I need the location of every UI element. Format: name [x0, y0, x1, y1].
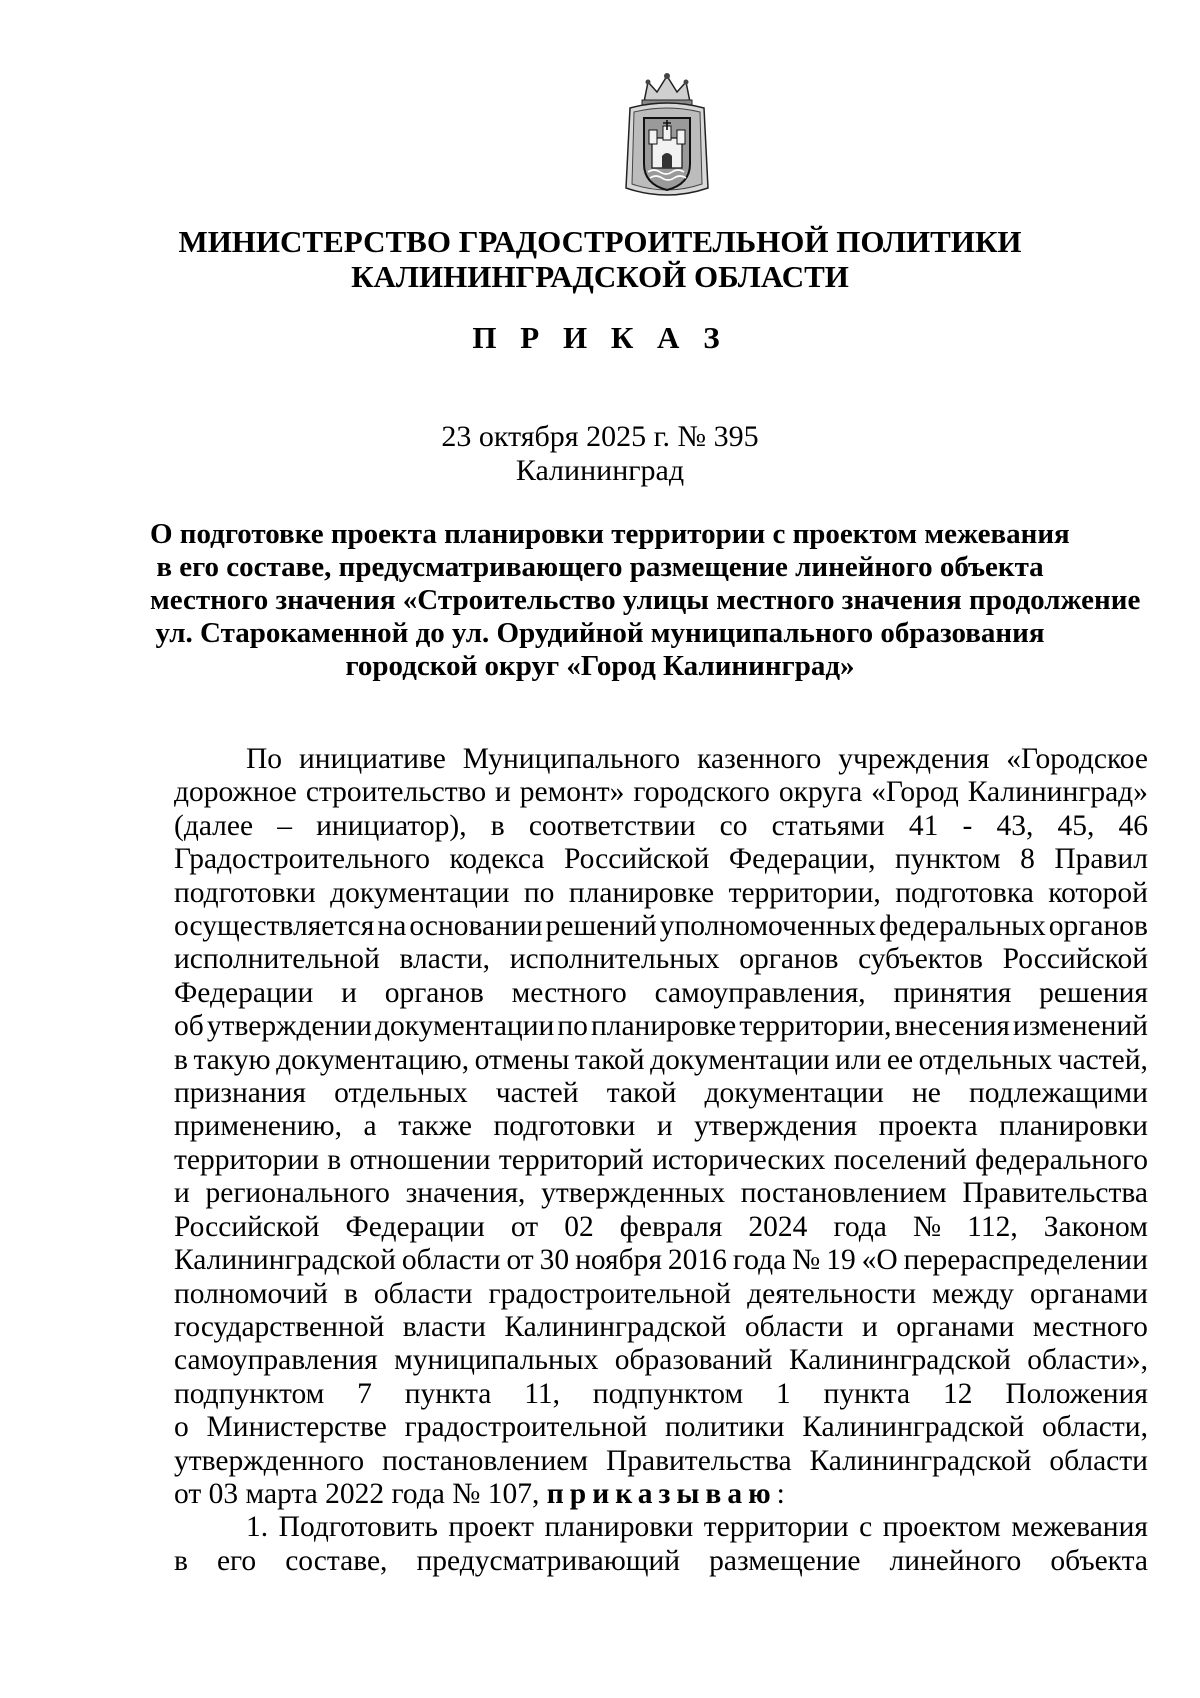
word: территории, — [739, 1010, 892, 1043]
word: от — [506, 1244, 534, 1277]
word: 8 — [1020, 843, 1035, 876]
word: а — [363, 1110, 377, 1143]
city-name: Калининград — [515, 454, 685, 487]
word: Калининградской — [788, 1344, 1011, 1377]
word: градостроительной — [488, 1277, 732, 1310]
word: государственной — [174, 1310, 385, 1343]
text-line — [174, 1144, 1148, 1177]
ministry-name-line-1: МИНИСТЕРСТВО ГРАДОСТРОИТЕЛЬНОЙ ПОЛИТИКИ — [178, 224, 1022, 259]
word: местного — [511, 976, 627, 1009]
word: и — [174, 1177, 190, 1210]
text-line — [174, 1311, 1148, 1344]
word: Правил — [1054, 843, 1148, 876]
word: 30 — [539, 1244, 570, 1277]
word: документации — [374, 1010, 555, 1043]
word: муниципальных — [394, 1344, 599, 1377]
word: Положения — [1005, 1377, 1148, 1410]
word: составе, — [285, 1544, 388, 1577]
word: По — [246, 743, 283, 775]
word: области — [744, 1310, 844, 1343]
text-line — [174, 943, 1148, 976]
text-line — [174, 910, 1148, 943]
word: территорий — [498, 1143, 644, 1176]
word: № — [912, 1210, 942, 1243]
word: деятельности — [747, 1277, 916, 1310]
word: Российской — [563, 843, 710, 876]
word: территории — [703, 1511, 849, 1544]
text-line — [174, 1511, 1148, 1544]
word: пункта — [404, 1377, 492, 1410]
word: Подготовить — [278, 1511, 438, 1544]
word: 43, — [996, 809, 1034, 842]
word: решений — [545, 910, 657, 943]
word: решения — [1039, 976, 1148, 1009]
word: на — [377, 910, 407, 943]
word: исполнительных — [509, 943, 720, 976]
word: соответствии — [528, 809, 696, 842]
word: межевания — [1011, 1511, 1148, 1544]
word: 02 — [564, 1210, 594, 1243]
word: документации — [650, 1043, 830, 1076]
word: в — [327, 1143, 342, 1176]
text-line — [174, 776, 1148, 809]
word: инициативе — [299, 743, 446, 775]
preamble-last-text: от 03 марта 2022 года № 107, — [174, 1477, 547, 1510]
word: области, — [1041, 1411, 1148, 1444]
word: от — [510, 1210, 539, 1243]
word: городского — [633, 776, 770, 809]
word: утвержденных — [541, 1177, 725, 1210]
word: со — [719, 809, 748, 842]
word: и — [495, 776, 511, 809]
word: подпунктом — [174, 1377, 325, 1410]
word: № — [792, 1244, 821, 1277]
word: кодекса — [449, 843, 545, 876]
word: утверждения — [694, 1110, 858, 1143]
word: перераспределении — [903, 1244, 1148, 1277]
text-line — [174, 1077, 1148, 1110]
word: февраля — [619, 1210, 723, 1243]
order-body-text — [174, 743, 1148, 1578]
word: подготовка — [895, 876, 1034, 909]
word: размещение — [709, 1544, 861, 1577]
word: учреждения — [838, 743, 990, 775]
word: исполнительной — [174, 943, 380, 976]
word: образований — [614, 1344, 773, 1377]
word: и — [861, 1310, 878, 1343]
word: самоуправления — [174, 1344, 378, 1377]
word: исторических — [652, 1143, 826, 1176]
word: принятия — [893, 976, 1012, 1009]
word: области — [401, 1244, 501, 1277]
text-line — [174, 810, 1148, 843]
word: Муниципального — [462, 743, 681, 775]
word: в — [490, 809, 505, 842]
word: 7 — [357, 1377, 372, 1410]
word: органами — [1029, 1277, 1148, 1310]
order-keyword-colon: : — [776, 1477, 785, 1510]
subject-line: О подготовке проекта планировки территории с проектом межевания — [150, 518, 1070, 550]
text-line — [174, 1044, 1148, 1077]
text-line — [174, 1344, 1148, 1377]
word: 2016 — [667, 1244, 727, 1277]
word: отношении — [349, 1143, 491, 1176]
word: уполномоченных — [659, 910, 877, 943]
text-line — [174, 843, 1148, 876]
word: органов — [384, 976, 484, 1009]
word: утвержденного — [174, 1444, 365, 1477]
word: года — [833, 1210, 887, 1243]
word: 45, — [1057, 809, 1095, 842]
text-line — [174, 1378, 1148, 1411]
subject-line: ул. Старокаменной до ул. Орудийной муниципального образования — [155, 617, 1045, 649]
word: полномочий — [174, 1277, 328, 1310]
word: также — [398, 1110, 472, 1143]
word: «Город — [871, 776, 959, 809]
word: казенного — [697, 743, 822, 775]
word: территории — [174, 1143, 319, 1176]
word: и — [656, 1110, 673, 1143]
word: территории, — [728, 876, 881, 909]
word: проект — [448, 1511, 534, 1544]
word: 1 — [775, 1377, 791, 1410]
word: градостроительной — [404, 1411, 648, 1444]
word: предусматривающий — [416, 1544, 681, 1577]
word: дорожное — [174, 776, 297, 809]
word: местного — [1032, 1310, 1148, 1343]
word: 46 — [1118, 809, 1148, 842]
text-line — [174, 1445, 1148, 1478]
word: области», — [1027, 1344, 1148, 1377]
word: и — [341, 976, 357, 1009]
word: 41 — [908, 809, 939, 842]
word: – — [277, 809, 292, 842]
word: Калининград» — [967, 776, 1148, 809]
word: о — [174, 1411, 189, 1444]
word: власти — [402, 1310, 486, 1343]
text-line — [174, 1244, 1148, 1277]
word: в — [343, 1277, 358, 1310]
word: строительство — [305, 776, 487, 809]
word: применению, — [174, 1110, 342, 1143]
word: 112, — [967, 1210, 1018, 1243]
word: подпунктом — [592, 1377, 744, 1410]
word: подлежащими — [968, 1077, 1148, 1110]
word: области — [373, 1277, 473, 1310]
word: (далее — [174, 809, 254, 842]
word: с — [859, 1511, 873, 1544]
word: 2024 — [748, 1210, 808, 1243]
word: изменений — [1012, 1010, 1148, 1043]
word: документации — [330, 876, 510, 909]
word: Законом — [1043, 1210, 1148, 1243]
text-line — [174, 1545, 1148, 1578]
preamble-last-line — [174, 1478, 1148, 1511]
word: утверждении — [206, 1010, 372, 1043]
text-line — [174, 877, 1148, 910]
word: основании — [409, 910, 543, 943]
word: власти, — [399, 943, 491, 976]
word: Калининградской — [504, 1310, 727, 1343]
word: внесения — [894, 1010, 1010, 1043]
word: федеральных — [879, 910, 1046, 943]
word: его — [216, 1544, 257, 1577]
word: Российской — [174, 1210, 320, 1243]
word: самоуправления, — [654, 976, 866, 1009]
order-subject-title — [150, 518, 1141, 683]
word: проекта — [878, 1110, 978, 1143]
word: области — [1049, 1444, 1148, 1477]
word: Калининградской — [174, 1244, 396, 1277]
word: такую — [193, 1043, 271, 1076]
word: 1. — [246, 1511, 269, 1544]
word: 11, — [524, 1377, 560, 1410]
subject-line: местного значения «Строительство улицы местного значения продолжение — [150, 584, 1141, 616]
word: документации — [704, 1077, 884, 1110]
word: документацию, — [276, 1043, 470, 1076]
ministry-name-line-2: КАЛИНИНГРАДСКОЙ ОБЛАСТИ — [351, 259, 849, 294]
text-line — [174, 1110, 1148, 1143]
word: подготовки — [493, 1110, 636, 1143]
word: 12 — [942, 1377, 973, 1410]
text-line — [174, 1211, 1148, 1244]
subject-line: в его составе, предусматривающего размещение линейного объекта — [156, 551, 1044, 583]
word: органов — [739, 943, 839, 976]
word: подготовки — [174, 876, 316, 909]
word: статьями — [771, 809, 885, 842]
word: Министерстве — [206, 1411, 387, 1444]
text-line — [174, 1411, 1148, 1444]
word: такой — [606, 1077, 677, 1110]
word: Федерации — [345, 1210, 485, 1243]
word: федерального — [975, 1143, 1148, 1176]
word: ноября — [575, 1244, 662, 1277]
word: или — [835, 1043, 882, 1076]
preamble-paragraph — [174, 743, 1148, 1478]
text-line — [174, 743, 1148, 776]
word: по — [557, 1010, 588, 1043]
date-and-number: 23 октября 2025 г. № 395 — [441, 420, 759, 453]
word: в — [174, 1043, 188, 1076]
word: значения, — [405, 1177, 526, 1210]
word: регионального — [205, 1177, 390, 1210]
word: отмены — [474, 1043, 570, 1076]
word: Калининградской — [809, 1444, 1032, 1477]
word: не — [911, 1077, 941, 1110]
word: постановлением — [382, 1444, 589, 1477]
word: - — [962, 809, 973, 842]
document-type-heading: П Р И К А З — [472, 320, 728, 355]
word: планировки — [544, 1511, 694, 1544]
word: пункта — [823, 1377, 911, 1410]
word: осуществляется — [174, 910, 375, 943]
word: субъектов — [858, 943, 983, 976]
word: органами — [896, 1310, 1015, 1343]
word: планировке — [568, 876, 715, 909]
word: Федерации, — [728, 843, 876, 876]
word: Калининградской — [802, 1411, 1025, 1444]
word: политики — [664, 1411, 785, 1444]
text-line — [174, 1177, 1148, 1210]
word: планировки — [999, 1110, 1148, 1143]
word: Российской — [1002, 943, 1148, 976]
word: частей, — [1057, 1043, 1148, 1076]
word: отдельных — [334, 1077, 468, 1110]
word: пунктом — [895, 843, 1001, 876]
word: ремонт» — [519, 776, 625, 809]
text-line — [174, 977, 1148, 1010]
word: Правительства — [962, 1177, 1148, 1210]
word: года — [732, 1244, 787, 1277]
word: Градостроительного — [174, 843, 430, 876]
word: инициатор), — [316, 809, 467, 842]
word: органов — [1048, 910, 1148, 943]
order-keyword: приказываю — [546, 1477, 777, 1510]
word: об — [174, 1010, 204, 1043]
word: округа — [778, 776, 863, 809]
word: 19 — [826, 1244, 856, 1277]
word: по — [523, 876, 555, 909]
word: «Городское — [1006, 743, 1148, 775]
word: в — [174, 1544, 188, 1577]
word: частей — [495, 1077, 579, 1110]
word: ее — [886, 1043, 914, 1076]
word: поселений — [833, 1143, 967, 1176]
word: планировке — [590, 1010, 737, 1043]
text-line — [174, 1010, 1148, 1043]
coat-of-arms-icon — [622, 72, 712, 206]
word: «О — [861, 1244, 898, 1277]
word: линейного — [889, 1544, 1022, 1577]
word: объекта — [1050, 1544, 1148, 1577]
item-1-paragraph — [174, 1511, 1148, 1578]
word: признания — [174, 1077, 307, 1110]
word: которой — [1048, 876, 1148, 909]
text-line — [174, 1278, 1148, 1311]
word: проектом — [882, 1511, 1001, 1544]
word: постановлением — [740, 1177, 947, 1210]
word: такой — [574, 1043, 645, 1076]
word: Федерации — [174, 976, 314, 1009]
word: Правительства — [605, 1444, 792, 1477]
word: между — [932, 1277, 1014, 1310]
subject-line: городской округ «Город Калининград» — [345, 650, 855, 682]
word: отдельных — [918, 1043, 1053, 1076]
